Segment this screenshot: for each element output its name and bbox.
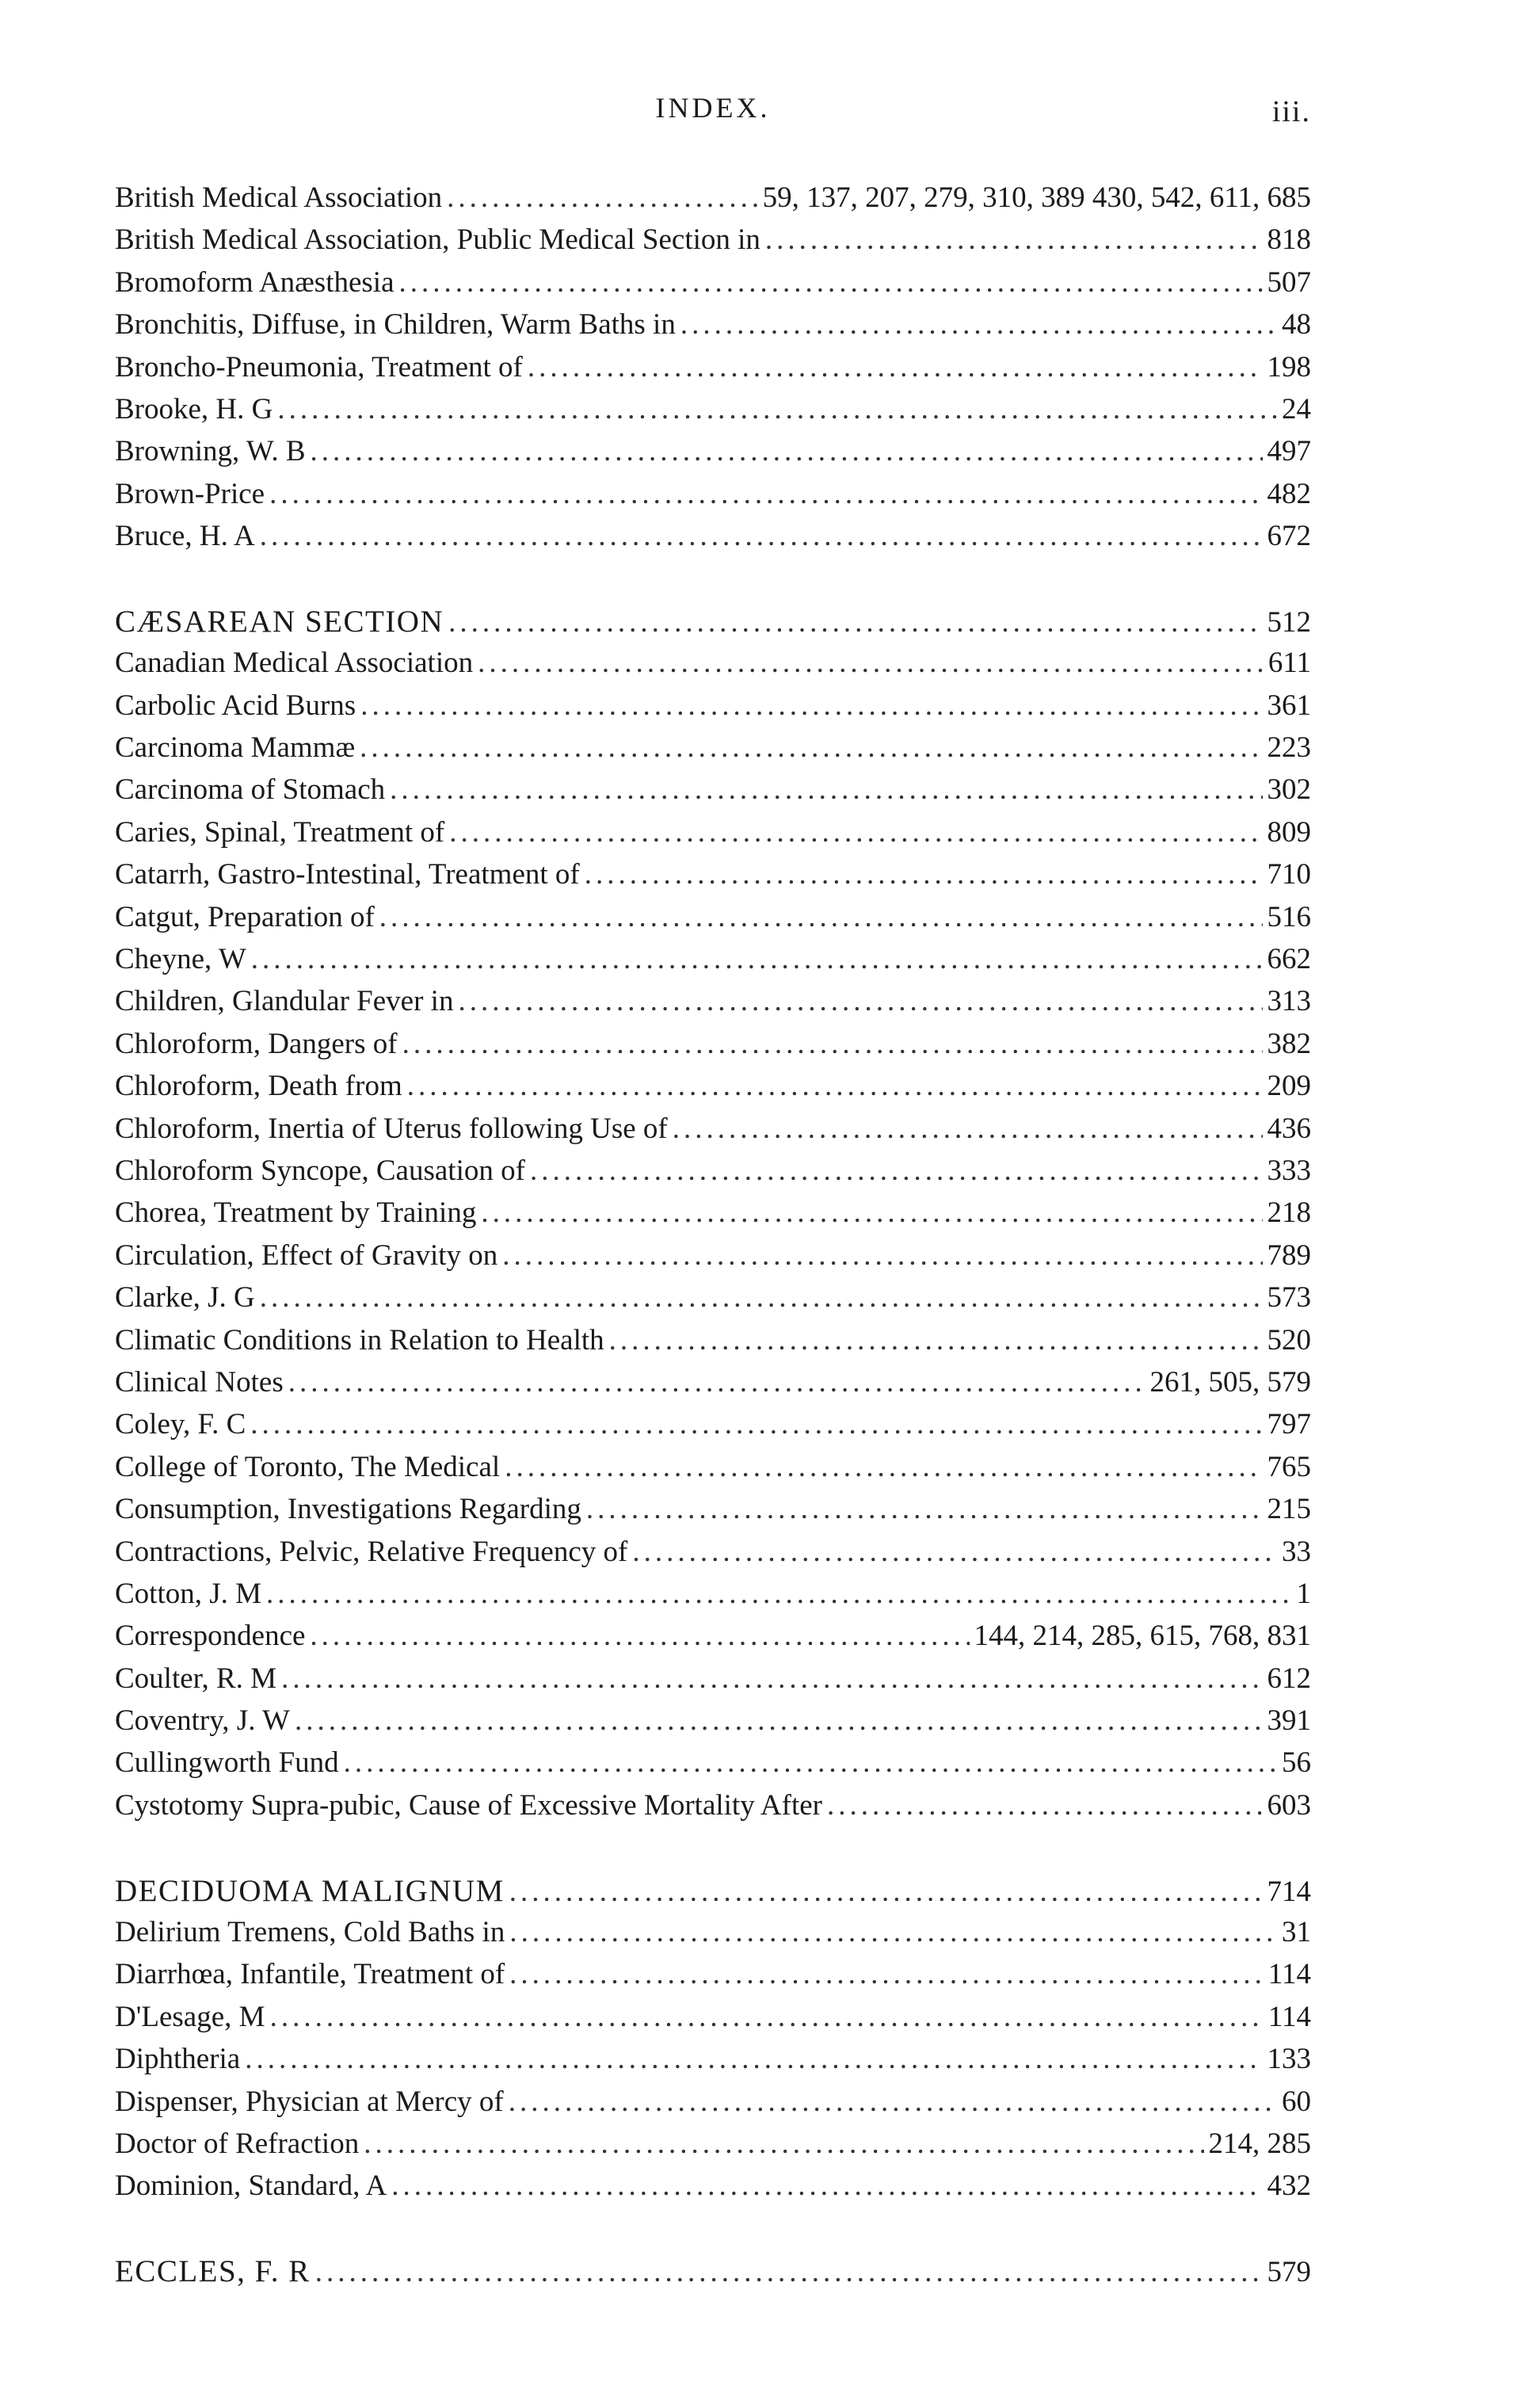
entry-pages: 672 — [1267, 520, 1311, 553]
index-entry — [115, 477, 1311, 519]
dot-leader — [277, 392, 1277, 426]
entry-term: Correspondence — [115, 1620, 306, 1653]
index-entry — [115, 1535, 1311, 1577]
index-entry — [115, 1280, 1311, 1322]
entry-term: Diarrhœa, Infantile, Treatment of — [115, 1958, 505, 1991]
entry-term: Chorea, Treatment by Training — [115, 1196, 477, 1230]
entry-term: College of Toronto, The Medical — [115, 1450, 501, 1483]
entry-pages: 261, 505, 579 — [1149, 1365, 1311, 1399]
dot-leader — [458, 984, 1262, 1018]
entry-pages: 214, 285 — [1208, 2127, 1311, 2160]
entry-pages: 59, 137, 207, 279, 310, 389 430, 542, 611, 685 — [762, 181, 1311, 214]
entry-term: Dominion, Standard, A — [115, 2169, 387, 2203]
entry-term: Clarke, J. G — [115, 1281, 255, 1315]
index-entry — [115, 1577, 1311, 1619]
dot-leader — [360, 731, 1262, 765]
dot-leader — [399, 265, 1263, 300]
entry-term: Consumption, Investigations Regarding — [115, 1493, 581, 1526]
entry-term: Children, Glandular Fever in — [115, 985, 454, 1018]
index-entry — [115, 773, 1311, 815]
entry-term: Brooke, H. G — [115, 392, 273, 426]
entry-term: Chloroform, Dangers of — [115, 1027, 398, 1060]
dot-leader — [281, 1662, 1262, 1696]
index-entry — [115, 2127, 1311, 2169]
entry-term: D'Lesage, M — [115, 2000, 265, 2033]
index-entry — [115, 181, 1311, 223]
entry-pages: 603 — [1267, 1788, 1311, 1822]
index-entry — [115, 1407, 1311, 1449]
entry-term: Caries, Spinal, Treatment of — [115, 815, 445, 849]
entry-pages: 48 — [1282, 308, 1311, 342]
dot-leader — [402, 1027, 1263, 1061]
dot-leader — [311, 434, 1263, 468]
entry-term: Cullingworth Fund — [115, 1746, 339, 1780]
entry-pages: 612 — [1267, 1662, 1311, 1695]
entry-term: Carcinoma Mammæ — [115, 731, 356, 765]
entry-pages: 144, 214, 285, 615, 768, 831 — [974, 1620, 1311, 1653]
index-entry — [115, 2085, 1311, 2127]
section-gap — [115, 1830, 1311, 1872]
dot-leader — [478, 646, 1264, 680]
entry-pages: 611 — [1267, 647, 1311, 680]
entry-pages: 361 — [1267, 689, 1311, 722]
entry-term: Climatic Conditions in Relation to Health — [115, 1323, 604, 1357]
entry-pages: 114 — [1267, 1958, 1311, 1991]
entry-term: Broncho-Pneumonia, Treatment of — [115, 350, 523, 384]
entry-pages: 818 — [1267, 223, 1311, 257]
entry-pages: 218 — [1267, 1196, 1311, 1230]
index-entry — [115, 1238, 1311, 1280]
dot-leader — [447, 181, 757, 215]
entry-term: Doctor of Refraction — [115, 2127, 360, 2160]
index-entry — [115, 1154, 1311, 1196]
entry-pages: 516 — [1267, 900, 1311, 933]
index-entry — [115, 2253, 1311, 2295]
index-section — [115, 604, 1311, 1830]
index-entry — [115, 1027, 1311, 1069]
entry-term: Delirium Tremens, Cold Baths in — [115, 1916, 505, 1949]
entry-term: Bruce, H. A — [115, 520, 255, 553]
index-entry — [115, 307, 1311, 349]
entry-term: Chloroform, Inertia of Uterus following Use of — [115, 1112, 668, 1145]
index-entry — [115, 1196, 1311, 1238]
entry-term: Cheyne, W — [115, 943, 246, 976]
entry-pages: 662 — [1267, 943, 1311, 976]
dot-leader — [509, 1957, 1264, 1991]
entry-pages: 223 — [1267, 731, 1311, 765]
entry-term: Catgut, Preparation of — [115, 900, 375, 933]
entry-term: Cystotomy Supra-pubic, Cause of Excessive Mortality After — [115, 1788, 822, 1822]
dot-leader — [528, 350, 1263, 384]
entry-term: Brown-Price — [115, 477, 265, 510]
dot-leader — [251, 942, 1263, 976]
entry-pages: 382 — [1267, 1027, 1311, 1060]
dot-leader — [407, 1069, 1263, 1103]
index-entry — [115, 1619, 1311, 1661]
dot-leader — [505, 1450, 1262, 1484]
entry-pages: 482 — [1267, 477, 1311, 510]
index-entry — [115, 1788, 1311, 1830]
entry-pages: 133 — [1267, 2043, 1311, 2076]
dot-leader — [509, 1875, 1263, 1909]
entry-pages: 198 — [1267, 350, 1311, 384]
entry-pages: 313 — [1267, 985, 1311, 1018]
index-entry — [115, 1662, 1311, 1704]
entry-term: DECIDUOMA MALIGNUM — [115, 1873, 505, 1908]
page-title: INDEX. — [655, 92, 771, 124]
dot-leader — [509, 2085, 1277, 2119]
entry-pages: 215 — [1267, 1493, 1311, 1526]
dot-leader — [295, 1704, 1263, 1738]
entry-term: Browning, W. B — [115, 435, 306, 468]
dot-leader — [632, 1535, 1277, 1569]
entry-pages: 60 — [1282, 2085, 1311, 2118]
index-entry — [115, 2042, 1311, 2084]
dot-leader — [269, 477, 1262, 511]
dot-leader — [364, 2127, 1203, 2161]
entry-pages: 391 — [1267, 1704, 1311, 1738]
entry-term: Chloroform Syncope, Causation of — [115, 1154, 525, 1187]
index-entry — [115, 646, 1311, 688]
section-gap — [115, 2211, 1311, 2253]
index-entry — [115, 1112, 1311, 1154]
index-entry — [115, 350, 1311, 392]
entry-pages: 209 — [1267, 1070, 1311, 1103]
entry-term: Contractions, Pelvic, Relative Frequency of — [115, 1535, 628, 1568]
entry-pages: 31 — [1282, 1916, 1311, 1949]
index-entry — [115, 223, 1311, 265]
entry-pages: 710 — [1267, 858, 1311, 891]
index-entry — [115, 857, 1311, 899]
dot-leader — [585, 857, 1263, 891]
dot-leader — [609, 1323, 1263, 1357]
entry-pages: 24 — [1282, 392, 1311, 426]
index-entry — [115, 519, 1311, 561]
entry-term: Canadian Medical Association — [115, 647, 474, 680]
dot-leader — [502, 1238, 1262, 1273]
index-entry — [115, 1704, 1311, 1746]
dot-leader — [765, 223, 1263, 257]
entry-pages: 56 — [1282, 1746, 1311, 1780]
dot-leader — [315, 2255, 1263, 2289]
dot-leader — [390, 773, 1262, 807]
dot-leader — [448, 605, 1262, 639]
entry-term: Clinical Notes — [115, 1365, 284, 1399]
entry-pages: 497 — [1267, 435, 1311, 468]
entry-term: Diphtheria — [115, 2043, 241, 2076]
entry-pages: 520 — [1267, 1323, 1311, 1357]
index-entry — [115, 434, 1311, 476]
section-gap — [115, 562, 1311, 604]
entry-term: Coventry, J. W — [115, 1704, 290, 1738]
index-entry — [115, 2169, 1311, 2211]
entry-term: Cotton, J. M — [115, 1577, 262, 1610]
dot-leader — [270, 2000, 1264, 2034]
index-entry — [115, 1492, 1311, 1534]
running-head — [115, 91, 1311, 139]
dot-leader — [310, 1619, 969, 1653]
dot-leader — [391, 2169, 1262, 2203]
dot-leader — [360, 689, 1262, 723]
entry-pages: 507 — [1267, 265, 1311, 299]
entry-pages: 114 — [1267, 2000, 1311, 2033]
entry-pages: 573 — [1267, 1281, 1311, 1315]
dot-leader — [379, 900, 1263, 934]
index-entry — [115, 731, 1311, 773]
entry-pages: 809 — [1267, 815, 1311, 849]
entry-pages: 512 — [1267, 605, 1311, 639]
entry-term: Coley, F. C — [115, 1408, 246, 1441]
dot-leader — [288, 1365, 1145, 1399]
entry-term: Carcinoma of Stomach — [115, 773, 386, 807]
entry-term: Dispenser, Physician at Mercy of — [115, 2085, 504, 2118]
entry-pages: 765 — [1267, 1450, 1311, 1483]
index-entry — [115, 1365, 1311, 1407]
index-entry — [115, 689, 1311, 731]
entry-pages: 432 — [1267, 2169, 1311, 2203]
entry-term: British Medical Association, Public Medical Section in — [115, 223, 760, 257]
index-section — [115, 1873, 1311, 2211]
dot-leader — [260, 1280, 1263, 1315]
dot-leader — [250, 1407, 1262, 1441]
index-entry — [115, 2000, 1311, 2042]
dot-leader — [509, 1915, 1277, 1949]
dot-leader — [266, 1577, 1291, 1611]
index-entry — [115, 1746, 1311, 1788]
dot-leader — [680, 307, 1277, 342]
entry-pages: 302 — [1267, 773, 1311, 807]
index-entry — [115, 1873, 1311, 1915]
entry-term: Bromoform Anæsthesia — [115, 265, 394, 299]
entry-term: ECCLES, F. R — [115, 2254, 311, 2289]
entry-pages: 789 — [1267, 1238, 1311, 1272]
index-entry — [115, 604, 1311, 646]
entry-term: Carbolic Acid Burns — [115, 689, 356, 722]
index-section — [115, 2253, 1311, 2295]
entry-term: British Medical Association — [115, 181, 443, 214]
index-entry — [115, 1915, 1311, 1957]
index-entry — [115, 900, 1311, 942]
index-entry — [115, 1069, 1311, 1111]
index-entry — [115, 265, 1311, 307]
index-entry — [115, 984, 1311, 1026]
entry-term: Circulation, Effect of Gravity on — [115, 1238, 498, 1272]
index-entry — [115, 392, 1311, 434]
dot-leader — [586, 1492, 1263, 1526]
entry-term: CÆSAREAN SECTION — [115, 604, 444, 639]
index-entry — [115, 1450, 1311, 1492]
index-entry — [115, 815, 1311, 857]
index-entry — [115, 1323, 1311, 1365]
dot-leader — [260, 519, 1263, 553]
entry-term: Coulter, R. M — [115, 1662, 277, 1695]
entry-pages: 579 — [1267, 2256, 1311, 2289]
dot-leader — [673, 1112, 1263, 1146]
index-section — [115, 181, 1311, 562]
dot-leader — [481, 1196, 1262, 1230]
index-entry — [115, 1957, 1311, 1999]
dot-leader — [827, 1788, 1263, 1822]
entry-term: Catarrh, Gastro-Intestinal, Treatment of — [115, 858, 580, 891]
index-body — [115, 181, 1311, 2296]
entry-term: Chloroform, Death from — [115, 1070, 402, 1103]
index-entry — [115, 942, 1311, 984]
entry-term: Bronchitis, Diffuse, in Children, Warm Baths in — [115, 308, 676, 342]
entry-pages: 436 — [1267, 1112, 1311, 1145]
dot-leader — [245, 2042, 1262, 2076]
entry-pages: 797 — [1267, 1408, 1311, 1441]
dot-leader — [449, 815, 1262, 849]
page-number: iii. — [1271, 95, 1311, 128]
dot-leader — [344, 1746, 1277, 1780]
entry-pages: 1 — [1296, 1577, 1311, 1610]
dot-leader — [530, 1154, 1263, 1188]
entry-pages: 33 — [1282, 1535, 1311, 1568]
entry-pages: 333 — [1267, 1154, 1311, 1187]
entry-pages: 714 — [1267, 1875, 1311, 1908]
